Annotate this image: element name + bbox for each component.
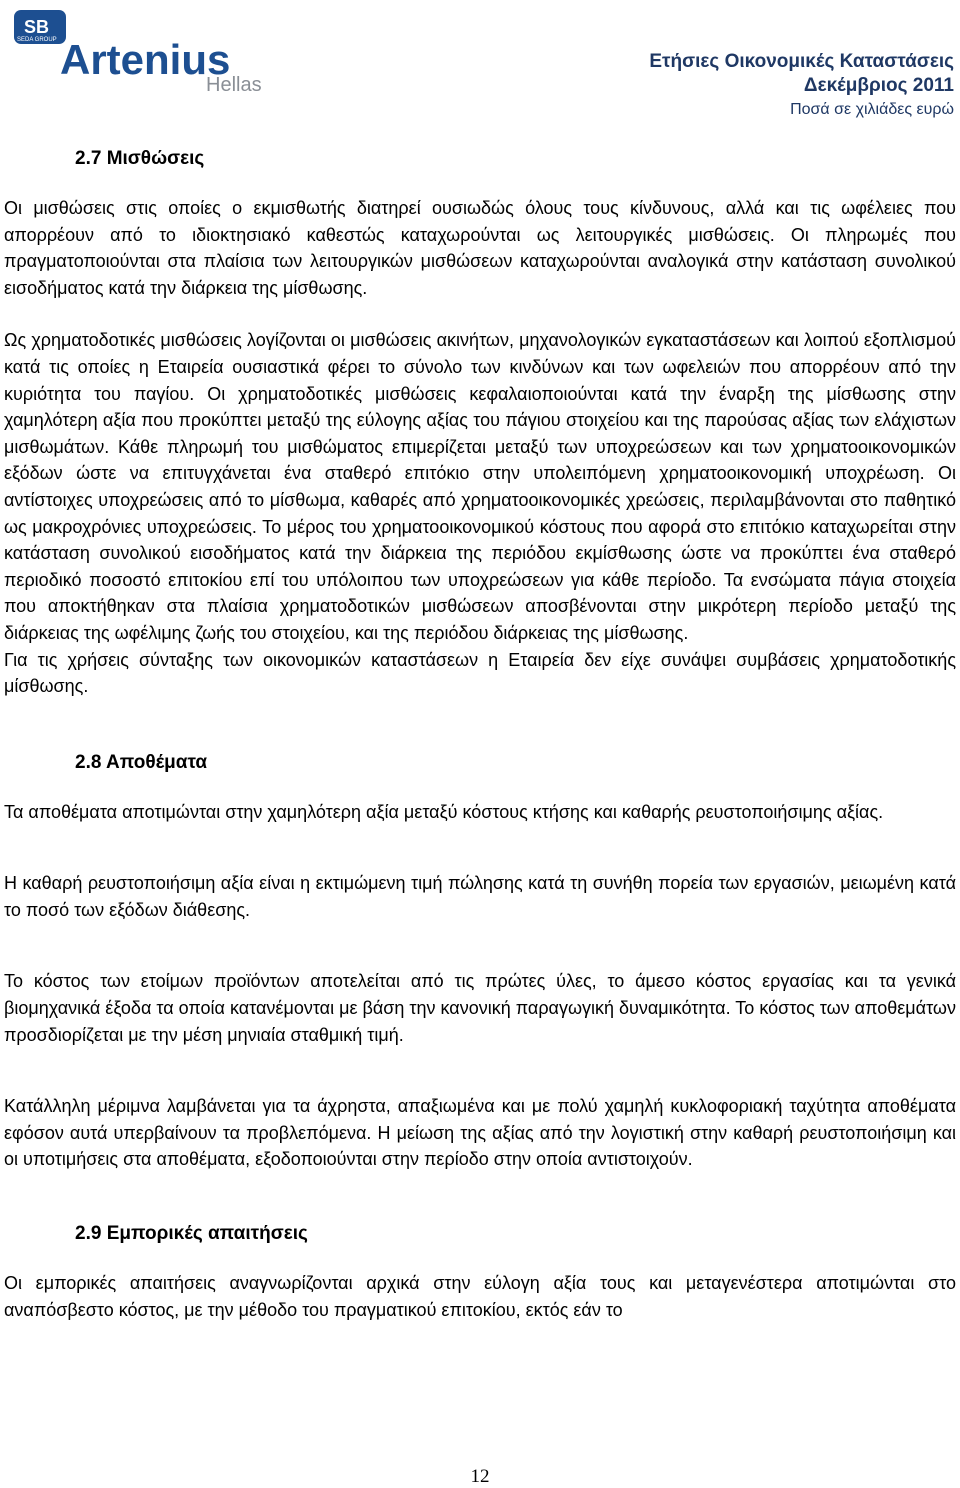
amount-unit-note: Ποσά σε χιλιάδες ευρώ xyxy=(790,101,954,118)
leases-paragraph-3: Για τις χρήσεις σύνταξης των οικονομικών καταστάσεων η Εταιρεία δεν είχε συνάψει συμβάσεις χρηματοδοτικής μίσθωσης. xyxy=(4,649,956,697)
badge-text: SEDA GROUP xyxy=(17,37,57,43)
report-period: Δεκέμβριος 2011 xyxy=(803,75,954,96)
company-logo xyxy=(12,6,292,98)
inventories-paragraph-1: Τα αποθέματα αποτιμώνται στην χαμηλότερη αξία μεταξύ κόστους κτήσης και καθαρής ρευστοποιήσιμης αξίας. xyxy=(4,801,884,822)
inventories-paragraph-2: Η καθαρή ρευστοποιήσιμη αξία είναι η εκτιμώμενη τιμή πώλησης κατά τη συνήθη πορεία των εργασιών, μειωμένη κατά το ποσό των εξόδων διάθεσης. xyxy=(4,873,956,920)
document-header xyxy=(649,50,954,122)
inventories-paragraph-3: Το κόστος των ετοίμων προϊόντων αποτελείται από τις πρώτες ύλες, το άμεσο κόστος εργασίας και τα γενικά βιομηχανικά έξοδα τα οποία κατανέμονται με βάση την κανονική παραγωγική δυναμικότητα. Το κόστος των αποθεμάτων προσδιορίζεται με την μέση μηνιαία σταθμική τιμή. xyxy=(4,971,956,1045)
brand-name: Artenius xyxy=(60,36,231,83)
leases-paragraph-1: Οι μισθώσεις στις οποίες ο εκμισθωτής διατηρεί ουσιωδώς όλους τους κίνδυνους, αλλά και τις ωφέλειες που απορρέουν από το ιδιοκτησιακό καθεστώς καταχωρούνται ως λειτουργικές μισθώσεις. Οι πληρωμές που πραγματοποιούνται στα πλαίσια των λειτουργικών μισθώσεων καταχωρούνται αναλογικά στην κατάσταση συνολικού εισοδήματος κατά την διάρκεια της μίσθωσης. xyxy=(4,198,956,298)
document-body xyxy=(4,146,956,1323)
inventories-paragraph-4: Κατάλληλη μέριμνα λαμβάνεται για τα άχρηστα, απαξιωμένα και με πολύ χαμηλή κυκλοφοριακή ταχύτητα αποθέματα εφόσον αυτά υπερβαίνουν τα προβλεπόμενα. Η μείωση της αξίας από την λογιστική στην καθαρή ρευστοποιήσιμη και οι υποτιμήσεις στα αποθέματα, εξοδοποιούνται στην περίοδο στην οποία αντιστοιχούν. xyxy=(4,1096,956,1170)
page-number: 12 xyxy=(470,1466,490,1487)
badge-letters: SB xyxy=(24,17,50,37)
section-heading-leases: 2.7 Μισθώσεις xyxy=(75,148,205,169)
brand-subname: Hellas xyxy=(206,74,262,96)
report-title: Ετήσιες Οικονομικές Καταστάσεις xyxy=(649,51,954,72)
leases-paragraph-2: Ως χρηματοδοτικές μισθώσεις λογίζονται οι μισθώσεις ακινήτων, μηχανολογικών εγκαταστάσεων και λοιπού εξοπλισμού κατά τις οποίες η Εταιρεία ουσιαστικά φέρει το σύνολο των κινδύνων και των ωφελειών που απορρέουν από την κυριότητα του παγίου. Οι χρηματοδοτικές μισθώσεις κεφαλαιοποιούνται κατά την έναρξη της μίσθωσης στην χαμηλότερη αξία που προκύπτει μεταξύ της εύλογης αξίας του πάγιου στοιχείου και της παρούσας αξίας των ελάχιστων μισθωμάτων. Κάθε πληρωμή του μισθώματος επιμερίζεται μεταξύ των υποχρεώσεων και των χρηματοοικονομικών εξόδων ώστε να επιτυγχάνεται ένα σταθερό επιτόκιο στην υπολειπόμενη χρηματοοικονομική υποχρέωση. Οι αντίστοιχες υποχρεώσεις από το μίσθωμα, καθαρές από χρηματοοικονομικές χρεώσεις, περιλαμβάνονται στο παθητικό ως μακροχρόνιες υποχρεώσεις. Το μέρος του χρηματοοικονομικού κόστους που αφορά στο επιτόκιο καταχωρείται στην κατάσταση συνολικού εισοδήματος κατά την διάρκεια της περιόδου εκμίσθωσης ώστε να προκύπτει ένα σταθερό περιοδικό ποσοστό επιτοκίου επί του υπόλοιπου των υποχρεώσεων για κάθε περίοδο. Τα ενσώματα πάγια στοιχεία που αποκτήθηκαν στα πλαίσια χρηματοδοτικών μισθώσεων αποσβένονται στην μικρότερη περίοδο μεταξύ της διάρκειας της ωφέλιμης ζωής του στοιχείου, και της περιόδου διάρκειας της μίσθωσης. xyxy=(4,330,956,643)
section-heading-inventories: 2.8 Αποθέματα xyxy=(75,751,208,773)
section-heading-trade-receivables: 2.9 Εμπορικές απαιτήσεις xyxy=(75,1223,308,1245)
receivables-paragraph-1: Οι εμπορικές απαιτήσεις αναγνωρίζονται αρχικά στην εύλογη αξία τους και μεταγενέστερα αποτιμώνται στο αναπόσβεστο κόστος, με την μέθοδο του πραγματικού επιτοκίου, εκτός εάν το xyxy=(4,1273,956,1320)
